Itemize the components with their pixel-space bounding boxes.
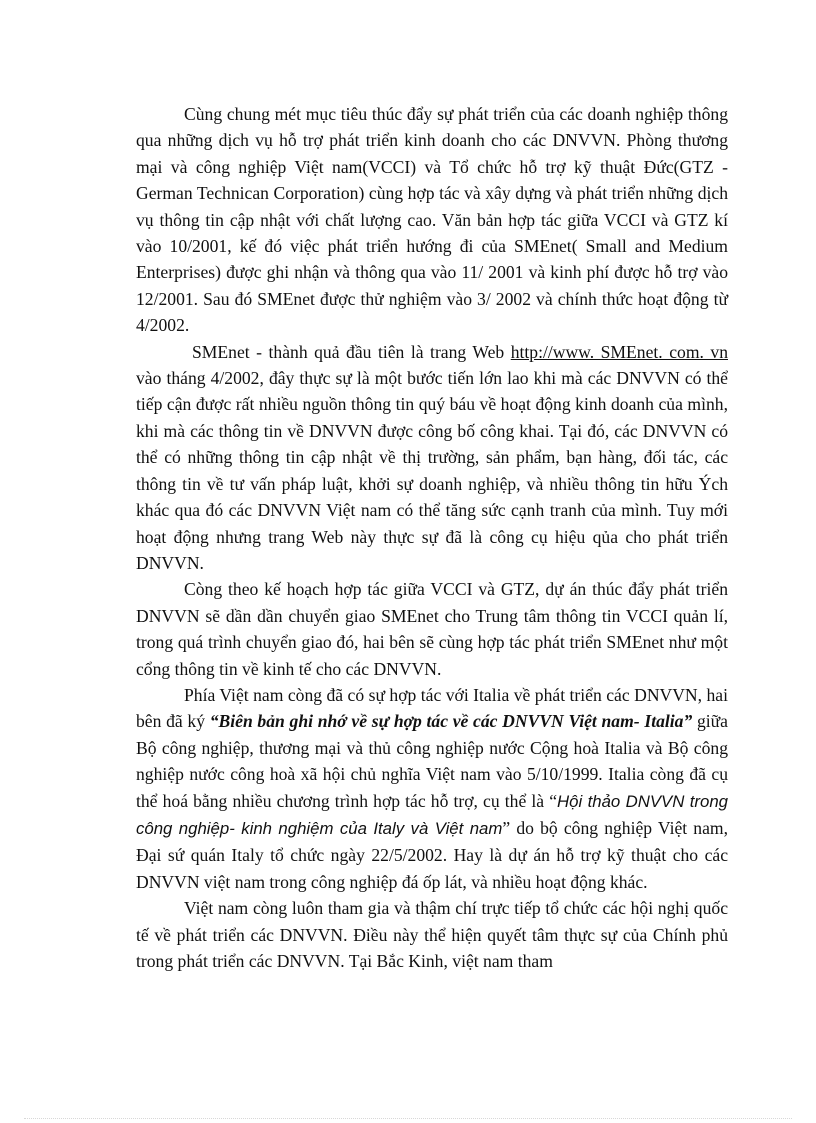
- memorandum-title: “Biên bản ghi nhớ về sự hợp tác về các DNVVN Việt nam- Italia”: [209, 711, 693, 732]
- page-bottom-divider: [24, 1118, 792, 1119]
- workshop-title: Hội thảo DNVVN trong công nghiệp- kinh nghiệm của Italy và Việt nam: [136, 791, 728, 838]
- paragraph-2: [136, 339, 728, 577]
- paragraph-1: Cùng chung mét mục tiêu thúc đẩy sự phát triển của các doanh nghiệp thông qua những dịch vụ hỗ trợ phát triển kinh doanh cho các DNVVN. Phòng thương mại và công nghiệp Việt nam(VCCI) và Tổ chức hỗ trợ kỹ thuật Đức(GTZ - German Technican Corporation) cùng hợp tác và xây dựng và phát triển những dịch vụ thông tin cập nhật với chất lượng cao. Văn bản hợp tác giữa VCCI và GTZ kí vào 10/2001, kế đó việc phát triển hướng đi của SMEnet( Small and Medium Enterprises) được ghi nhận và thông qua vào 11/ 2001 và kinh phí được hỗ trợ vào 12/2001. Sau đó SMEnet được thử nghiệm vào 3/ 2002 và chính thức hoạt động từ 4/2002.: [136, 104, 728, 336]
- paragraph-2-text-b: vào tháng 4/2002, đây thực sự là một bước tiến lớn lao khi mà các DNVVN có thể tiếp cận được rất nhiều nguồn thông tin quý báu về hoạt động kinh doanh của mình, khi mà các thông tin về DNVVN được công bố công khai. Tại đó, các DNVVN có thể có những thông tin cập nhật về thị trường, sản phẩm, bạn hàng, đối tác, các thông tin về tư vấn pháp luật, khởi sự doanh nghiệp, và nhiều thông tin hữu Ých khác qua đó các DNVVN Việt nam có thể tăng sức cạnh tranh của mình. Tuy mới hoạt động nhưng trang Web này thực sự đã là công cụ hiệu qủa cho phát triển DNVVN.: [136, 368, 728, 573]
- paragraph-3: Còng theo kế hoạch hợp tác giữa VCCI và GTZ, dự án thúc đẩy phát triển DNVVN sẽ dần dần chuyển giao SMEnet cho Trung tâm thông tin VCCI quản lí, trong quá trình chuyển giao đó, hai bên sẽ cùng hợp tác phát triển SMEnet như một cổng thông tin về kinh tế cho các DNVVN.: [136, 579, 728, 679]
- smenet-website-link[interactable]: http://www. SMEnet. com. vn: [510, 341, 728, 362]
- document-body: [136, 101, 728, 974]
- paragraph-4-text-c: giữa Bộ công nghiệp, thương mại và thủ công nghiệp nước Cộng hoà Italia và Bộ công nghiệp nước công hoà xã hội chủ nghĩa Việt nam vào 5/10/1999. Italia còng đã cụ thể hoá bằng nhiều chương trình hợp tác hỗ trợ, cụ thể là “: [136, 711, 728, 811]
- paragraph-4: [136, 682, 728, 895]
- paragraph-4-text-a: Phía Việt nam còng đã có sự hợp tác với Italia về phát triển các DNVVN, hai bên đã ký: [136, 684, 728, 732]
- paragraph-4-text-e: ” do bộ công nghiệp Việt nam, Đại sứ quán Italy tổ chức ngày 22/5/2002. Hay là dự án hỗ trợ kỹ thuật cho các DNVVN việt nam trong công nghiệp đá ốp lát, và nhiều hoạt động khác.: [136, 817, 728, 892]
- paragraph-2-text-a: SMEnet - thành quả đầu tiên là trang Web: [192, 341, 511, 362]
- paragraph-5: Việt nam còng luôn tham gia và thậm chí trực tiếp tổ chức các hội nghị quốc tế về phát triển các DNVVN. Điều này thể hiện quyết tâm thực sự của Chính phủ trong phát triển các DNVVN. Tại Bắc Kinh, việt nam tham: [136, 898, 728, 971]
